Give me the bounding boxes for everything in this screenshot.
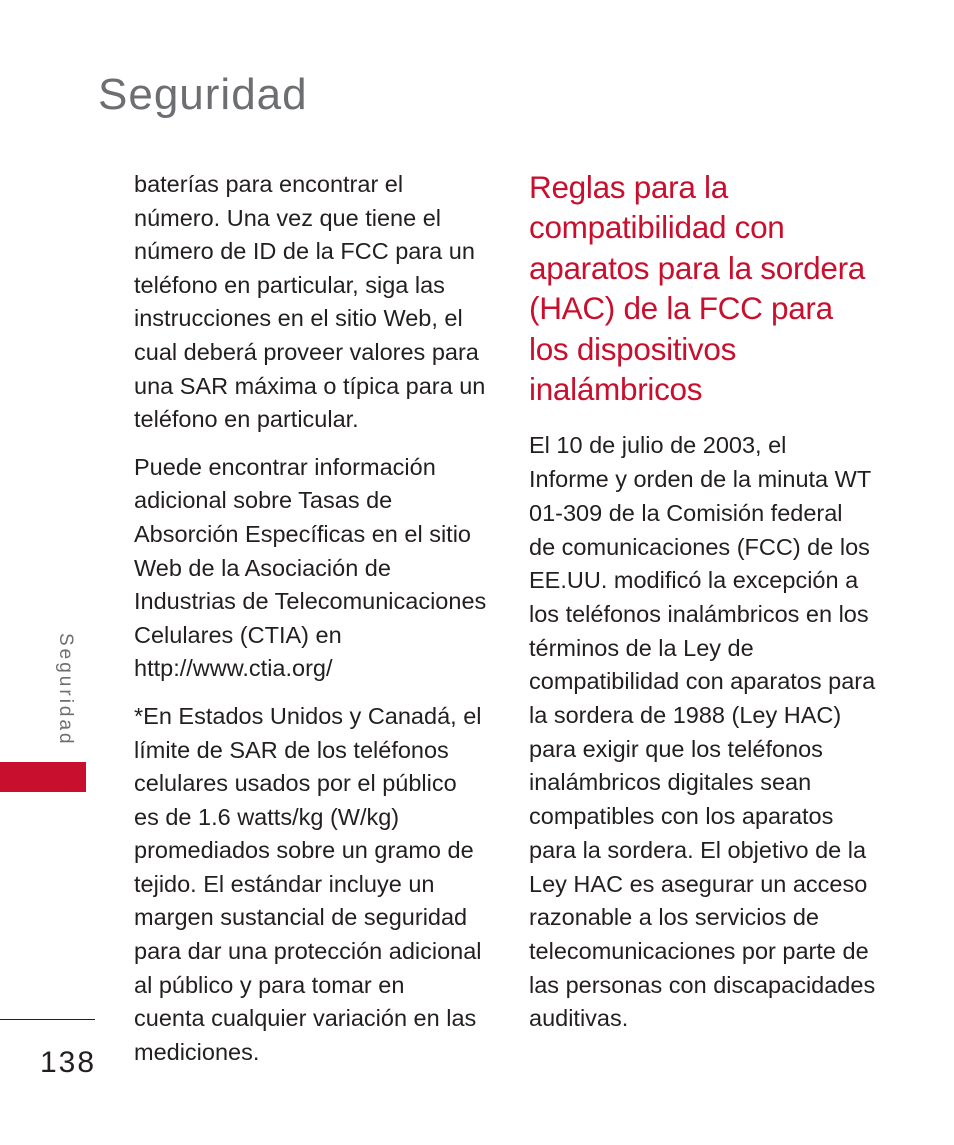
text-line: Ley HAC es asegurar un acceso <box>529 870 868 897</box>
text-line: límite de SAR de los teléfonos <box>134 736 449 763</box>
text-line: términos de la Ley de <box>529 634 754 661</box>
text-line: Informe y orden de la minuta WT <box>529 466 872 493</box>
text-line: telecomunicaciones por parte de <box>529 937 869 964</box>
text-line: Web de la Asociación de <box>134 554 391 581</box>
text-line: para exigir que los teléfonos <box>529 735 823 762</box>
text-line: teléfono en particular. <box>134 406 359 433</box>
text-line: cual deberá proveer valores para <box>134 338 479 365</box>
text-line: es de 1.6 watts/kg (W/kg) <box>134 803 400 830</box>
text-line: celulares usados por el público <box>134 770 457 797</box>
ctia-url: http://www.ctia.org/ <box>134 655 333 682</box>
text-line: Industrias de Telecomunicaciones <box>134 588 487 615</box>
heading-line: (HAC) de la FCC para <box>529 290 833 327</box>
text-line: teléfono en particular, siga las <box>134 271 445 298</box>
text-line: una SAR máxima o típica para un <box>134 372 486 399</box>
heading-line: los dispositivos <box>529 330 737 367</box>
text-line: de comunicaciones (FCC) de los <box>529 533 870 560</box>
text-line: inalámbricos digitales sean <box>529 769 812 796</box>
text-line: mediciones. <box>134 1038 260 1065</box>
text-line: la sordera de 1988 (Ley HAC) <box>529 702 842 729</box>
text-line: margen sustancial de seguridad <box>134 904 468 931</box>
heading-line: inalámbricos <box>529 371 703 408</box>
text-line: número de ID de la FCC para un <box>134 238 475 265</box>
text-line: cuenta cualquier variación en las <box>134 1005 477 1032</box>
page-title: Seguridad <box>98 70 308 119</box>
sar-lookup-paragraph <box>134 168 484 437</box>
text-line: Absorción Específicas en el sitio <box>134 520 471 547</box>
text-line: número. Una vez que tiene el <box>134 204 441 231</box>
text-line: Puede encontrar información <box>134 453 436 480</box>
text-line: al público y para tomar en <box>134 971 405 998</box>
text-line: El 10 de julio de 2003, el <box>529 432 787 459</box>
text-line: baterías para encontrar el <box>134 171 404 197</box>
text-line: compatibilidad con aparatos para <box>529 668 876 695</box>
text-line: *En Estados Unidos y Canadá, el <box>134 702 482 729</box>
hac-paragraph <box>529 429 884 1036</box>
page-number: 138 <box>40 1046 97 1079</box>
side-tab-label: Seguridad <box>55 633 76 747</box>
text-line: adicional sobre Tasas de <box>134 487 393 514</box>
heading-line: aparatos para la sordera <box>529 249 866 286</box>
text-line: para la sordera. El objetivo de la <box>529 836 867 863</box>
heading-line: compatibilidad con <box>529 209 785 246</box>
text-line: compatibles con los aparatos <box>529 803 834 830</box>
left-column <box>134 168 487 1083</box>
section-heading <box>529 167 884 409</box>
text-line: razonable a los servicios de <box>529 904 819 931</box>
text-line: instrucciones en el sitio Web, el <box>134 305 463 332</box>
text-line: tejido. El estándar incluye un <box>134 870 435 897</box>
text-line: promediados sobre un gramo de <box>134 837 474 864</box>
footer-divider <box>0 1019 95 1020</box>
heading-line: Reglas para la <box>529 169 728 205</box>
text-line: auditivas. <box>529 1005 629 1032</box>
text-line: Celulares (CTIA) en <box>134 621 342 648</box>
side-tab-marker <box>0 762 86 792</box>
ctia-info-paragraph <box>134 451 487 686</box>
text-line: 01-309 de la Comisión federal <box>529 499 843 526</box>
right-column <box>529 167 884 1050</box>
text-line: para dar una protección adicional <box>134 938 482 965</box>
sar-limit-paragraph <box>134 700 484 1070</box>
text-line: las personas con discapacidades <box>529 971 876 998</box>
text-line: los teléfonos inalámbricos en los <box>529 600 869 627</box>
text-line: EE.UU. modificó la excepción a <box>529 567 859 594</box>
